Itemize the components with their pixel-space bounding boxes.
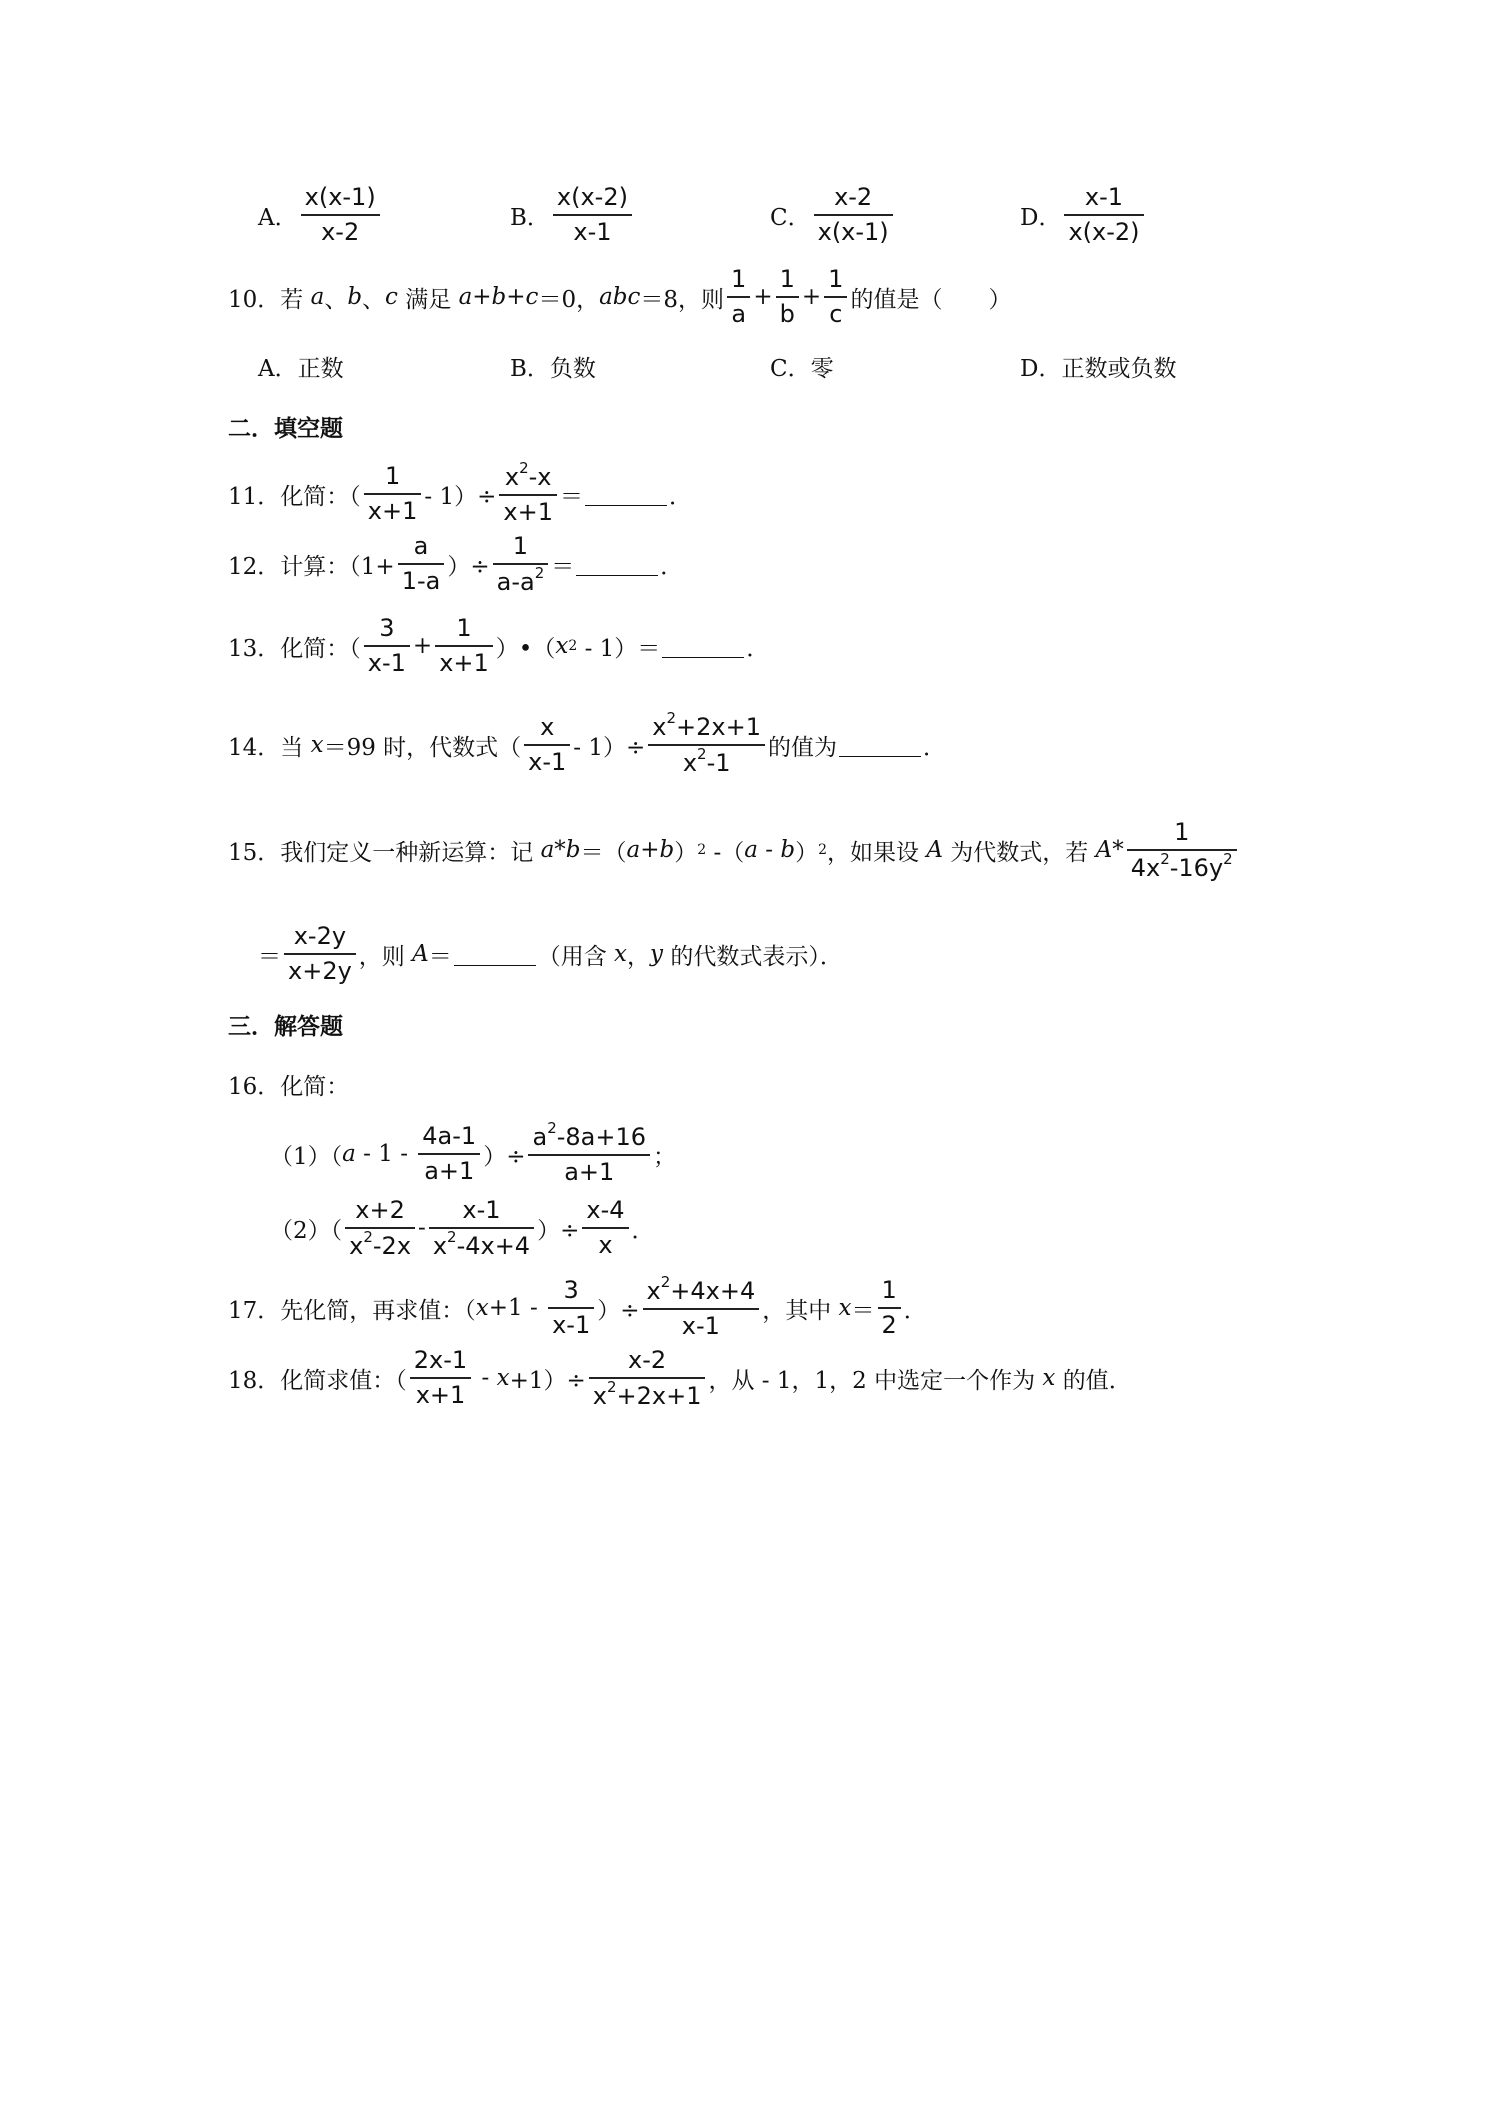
option-label: B． xyxy=(510,204,550,231)
text: 化简：（ xyxy=(280,635,361,662)
question-number: 18． xyxy=(228,1367,281,1394)
text: ． xyxy=(746,635,770,662)
fraction xyxy=(814,183,893,247)
numerator xyxy=(648,709,765,742)
minus-sign: - xyxy=(418,1215,426,1241)
fraction xyxy=(589,1346,706,1411)
exponent: 2 xyxy=(818,842,828,858)
text: ＝8，则 xyxy=(640,286,725,313)
text: - 1）÷ xyxy=(573,734,646,761)
fraction xyxy=(418,1122,480,1186)
text: 我们定义一种新运算：记 xyxy=(280,839,541,866)
fraction xyxy=(528,1118,650,1187)
numerator: 3 xyxy=(563,1276,579,1305)
var-c: c xyxy=(385,284,398,310)
numerator: x xyxy=(540,713,555,742)
term: +4x+4 xyxy=(670,1276,756,1305)
denominator: 2 xyxy=(881,1311,897,1339)
base: x xyxy=(432,1231,448,1260)
text: +1 - xyxy=(488,1295,546,1321)
denominator: x xyxy=(598,1231,613,1259)
base: a-a xyxy=(496,567,535,596)
fraction xyxy=(499,458,557,527)
text: - 1 - xyxy=(355,1141,416,1167)
option-label: C． xyxy=(770,204,811,231)
var-A: A xyxy=(926,837,943,863)
exponent: 2 xyxy=(1160,849,1170,868)
answer-blank[interactable] xyxy=(454,943,536,966)
numerator: 1 xyxy=(881,1276,897,1305)
numerator: 1 xyxy=(779,265,795,294)
exponent: 2 xyxy=(534,563,545,582)
plus-sign: + xyxy=(753,284,773,310)
numerator: x(x-1) xyxy=(304,183,376,212)
text: ）÷ xyxy=(597,1297,640,1324)
exponent: 2 xyxy=(660,1272,671,1291)
term: +2x+1 xyxy=(616,1381,702,1410)
question-number: 12． xyxy=(228,553,281,580)
base: x xyxy=(592,1381,607,1410)
denominator xyxy=(429,1227,534,1261)
base: x xyxy=(652,713,667,742)
text: ＝ xyxy=(559,483,583,510)
var-x: x xyxy=(1042,1365,1056,1391)
exponent: 2 xyxy=(447,1227,457,1246)
denominator xyxy=(493,563,549,597)
text: - 1）÷ xyxy=(424,483,497,510)
condition-sum: a+b+c xyxy=(458,284,539,310)
fraction xyxy=(648,709,765,778)
denominator: x(x-2) xyxy=(1068,218,1140,246)
term: +2x+1 xyxy=(676,713,762,742)
denominator: x(x-1) xyxy=(817,218,889,246)
question-number: 15． xyxy=(228,839,281,866)
text: 满足 xyxy=(397,286,459,313)
question-18 xyxy=(228,1338,1488,1418)
answer-blank[interactable] xyxy=(576,553,658,576)
text: ． xyxy=(903,1297,927,1324)
term: -2x xyxy=(372,1231,412,1260)
base: x xyxy=(349,1231,364,1260)
fraction xyxy=(548,1276,594,1340)
text: ）÷ xyxy=(447,553,490,580)
text: 的代数式表示）． xyxy=(663,943,843,970)
denominator xyxy=(345,1227,415,1261)
text: ＝ xyxy=(551,553,575,580)
q10-option-d[interactable]: D．正数或负数 xyxy=(1020,355,1177,382)
denominator: x-1 xyxy=(681,1311,720,1340)
denominator: x-1 xyxy=(528,748,567,776)
expression: a+b xyxy=(626,837,675,863)
text: ，则 xyxy=(358,943,413,970)
text: ）•（ xyxy=(495,635,556,662)
numerator: 1 xyxy=(1174,817,1190,846)
question-number: 14． xyxy=(228,734,281,761)
denominator: x-1 xyxy=(367,649,406,677)
numerator: 2x-1 xyxy=(413,1346,468,1375)
var-x: x xyxy=(838,1295,852,1321)
denominator: x+2y xyxy=(288,957,352,985)
numerator: x-1 xyxy=(462,1195,501,1224)
denominator xyxy=(589,1377,706,1411)
q10-options xyxy=(0,348,1488,384)
fraction xyxy=(1064,183,1143,247)
option-label: D． xyxy=(1020,204,1062,231)
text: +1）÷ xyxy=(509,1367,586,1394)
expression: a*b xyxy=(540,837,581,863)
numerator: 1 xyxy=(456,614,472,643)
text: ）÷ xyxy=(537,1217,580,1244)
term: -8a+16 xyxy=(556,1122,647,1151)
q10-option-b[interactable]: B．负数 xyxy=(510,355,596,382)
q9-options xyxy=(0,180,1488,250)
denominator: x+1 xyxy=(415,1381,466,1409)
option-label: A． xyxy=(258,204,298,231)
base: x xyxy=(682,749,698,777)
text: ． xyxy=(660,553,684,580)
fraction xyxy=(410,1346,471,1410)
base: x xyxy=(504,462,520,491)
text: ＝（ xyxy=(580,839,627,866)
question-16-part-2 xyxy=(270,1190,1488,1266)
denominator: a+1 xyxy=(564,1157,615,1186)
text: ＝99 时，代数式（ xyxy=(323,734,522,761)
var-A: A xyxy=(412,941,429,967)
term: -x xyxy=(528,462,552,491)
var-x: x xyxy=(496,1365,510,1391)
q9-option-d[interactable] xyxy=(1020,183,1147,247)
numerator: a xyxy=(413,532,429,561)
denominator: x+1 xyxy=(503,497,553,526)
text: - 1）＝ xyxy=(577,635,661,662)
fraction xyxy=(553,183,632,247)
term: -16y xyxy=(1169,853,1224,882)
question-17 xyxy=(228,1270,1488,1346)
text: ， xyxy=(627,943,651,970)
part-label: （1）（ xyxy=(270,1143,343,1170)
q9-option-a[interactable] xyxy=(258,183,383,247)
answer-blank[interactable] xyxy=(839,734,921,757)
text: 、 xyxy=(362,286,386,313)
var-b: b xyxy=(347,284,363,310)
text: 若 xyxy=(280,286,311,313)
var-x: x xyxy=(475,1295,489,1321)
numerator: 1 xyxy=(731,265,747,294)
text: ． xyxy=(923,734,947,761)
section-title: 二．填空题 xyxy=(228,415,343,442)
expression: A* xyxy=(1095,837,1124,863)
text: ； xyxy=(653,1143,677,1170)
var-a: a xyxy=(342,1141,356,1167)
exponent: 2 xyxy=(666,709,677,728)
fraction xyxy=(493,532,549,597)
fraction xyxy=(524,713,570,777)
text: 化简求值：（ xyxy=(280,1367,407,1394)
question-12 xyxy=(228,528,1488,600)
denominator: a xyxy=(731,300,747,328)
fraction xyxy=(1127,818,1237,883)
text: -（ xyxy=(706,839,745,866)
text: ）÷ xyxy=(483,1143,526,1170)
text: 的值是（ ） xyxy=(850,286,1012,313)
fraction xyxy=(878,1276,901,1340)
term: 4x xyxy=(1130,853,1161,882)
fraction xyxy=(727,265,750,329)
numerator: x(x-2) xyxy=(556,183,628,212)
numerator: x-4 xyxy=(586,1196,625,1225)
question-15 xyxy=(228,808,1488,892)
var-x: x xyxy=(614,941,628,967)
section-heading-fill-blank xyxy=(228,408,1488,444)
question-14 xyxy=(228,705,1488,785)
text: ＝ xyxy=(258,943,281,970)
numerator xyxy=(643,1272,760,1306)
text: 当 xyxy=(280,734,311,761)
denominator xyxy=(1127,849,1237,883)
term: -4x+4 xyxy=(456,1231,531,1260)
denominator: c xyxy=(829,300,843,328)
fraction xyxy=(776,265,799,329)
text: 为代数式，若 xyxy=(942,839,1096,866)
numerator: 1 xyxy=(512,531,529,560)
numerator: x-1 xyxy=(1084,183,1124,212)
base: a xyxy=(532,1122,548,1151)
denominator: a+1 xyxy=(424,1157,475,1185)
exponent: 2 xyxy=(568,638,578,654)
exponent: 2 xyxy=(1223,849,1233,868)
condition-product: abc xyxy=(599,284,641,310)
numerator: x-2 xyxy=(628,1345,667,1374)
answer-blank[interactable] xyxy=(662,635,744,658)
text: 化简： xyxy=(280,1073,350,1100)
q9-option-b[interactable] xyxy=(510,183,635,247)
expression: a - b xyxy=(744,837,796,863)
var-y: y xyxy=(650,941,664,967)
fraction xyxy=(429,1196,534,1261)
var-a: a xyxy=(310,284,325,310)
fraction xyxy=(284,922,356,986)
term: -1 xyxy=(706,749,731,777)
numerator xyxy=(528,1118,650,1152)
exponent: 2 xyxy=(697,745,707,763)
fraction xyxy=(364,614,410,678)
fraction xyxy=(582,1196,628,1260)
question-10 xyxy=(228,262,1488,332)
base: x xyxy=(646,1276,661,1305)
denominator: x-1 xyxy=(552,1311,591,1339)
section-heading-answer xyxy=(228,1006,1488,1042)
question-number: 17． xyxy=(228,1297,281,1324)
text: ＝0， xyxy=(538,286,600,313)
denominator: 1-a xyxy=(401,567,441,595)
numerator: x-2y xyxy=(293,922,347,951)
denominator: x+1 xyxy=(439,649,489,677)
denominator: x-1 xyxy=(573,218,612,246)
denominator xyxy=(679,745,735,778)
q9-option-c[interactable] xyxy=(770,183,896,247)
answer-blank[interactable] xyxy=(585,483,667,506)
section-title: 三．解答题 xyxy=(228,1013,343,1040)
part-label: （2）（ xyxy=(270,1217,343,1244)
fraction xyxy=(301,183,380,247)
numerator: 4a-1 xyxy=(422,1122,477,1151)
fraction xyxy=(643,1272,760,1341)
text: ，从 - 1，1，2 中选定一个作为 xyxy=(708,1367,1043,1394)
plus-sign: + xyxy=(801,284,822,310)
question-number: 10． xyxy=(228,286,281,313)
text: ） xyxy=(674,839,698,866)
exponent: 2 xyxy=(363,1227,373,1246)
question-number: 11． xyxy=(228,483,281,510)
exponent: 2 xyxy=(519,458,529,477)
plus-sign: + xyxy=(412,633,433,659)
question-13 xyxy=(228,610,1488,682)
question-number: 13． xyxy=(228,635,281,662)
fraction xyxy=(824,265,847,329)
fraction xyxy=(364,462,422,526)
text: ＝ xyxy=(428,943,452,970)
numerator: x-2 xyxy=(834,183,873,212)
text: 计算：（1+ xyxy=(280,553,395,580)
text: （用含 xyxy=(537,943,615,970)
numerator: 1 xyxy=(828,265,844,294)
exponent: 2 xyxy=(606,1377,617,1396)
question-16-part-1 xyxy=(270,1118,1488,1190)
denominator: b xyxy=(779,300,795,328)
text: ＝ xyxy=(851,1297,875,1324)
q10-option-a[interactable]: A．正数 xyxy=(258,355,344,382)
text: 、 xyxy=(324,286,348,313)
question-16 xyxy=(228,1066,1488,1102)
exponent: 2 xyxy=(547,1118,557,1137)
text: 化简：（ xyxy=(280,483,361,510)
text: ． xyxy=(631,1217,655,1244)
numerator: x+2 xyxy=(355,1195,405,1224)
text: - xyxy=(474,1365,497,1391)
fraction xyxy=(398,532,445,596)
var-x: x xyxy=(555,633,569,659)
q10-option-c[interactable]: C．零 xyxy=(770,355,834,382)
text: ） xyxy=(795,839,819,866)
text: 的值为 xyxy=(768,734,838,761)
question-11 xyxy=(228,458,1488,530)
question-number: 16． xyxy=(228,1073,281,1100)
numerator xyxy=(501,458,556,492)
denominator: x-2 xyxy=(321,218,360,246)
fraction xyxy=(435,614,493,678)
question-15-line-2 xyxy=(258,918,1488,990)
exponent: 2 xyxy=(697,842,707,858)
denominator: x+1 xyxy=(367,497,418,525)
text: ，如果设 xyxy=(827,839,927,866)
numerator: 3 xyxy=(379,614,395,643)
text: 先化简，再求值：（ xyxy=(280,1297,476,1324)
numerator: 1 xyxy=(384,462,401,491)
text: ，其中 xyxy=(762,1297,839,1324)
text: ． xyxy=(668,483,692,510)
fraction xyxy=(345,1196,415,1261)
var-x: x xyxy=(310,732,324,758)
text: 的值． xyxy=(1055,1367,1132,1394)
